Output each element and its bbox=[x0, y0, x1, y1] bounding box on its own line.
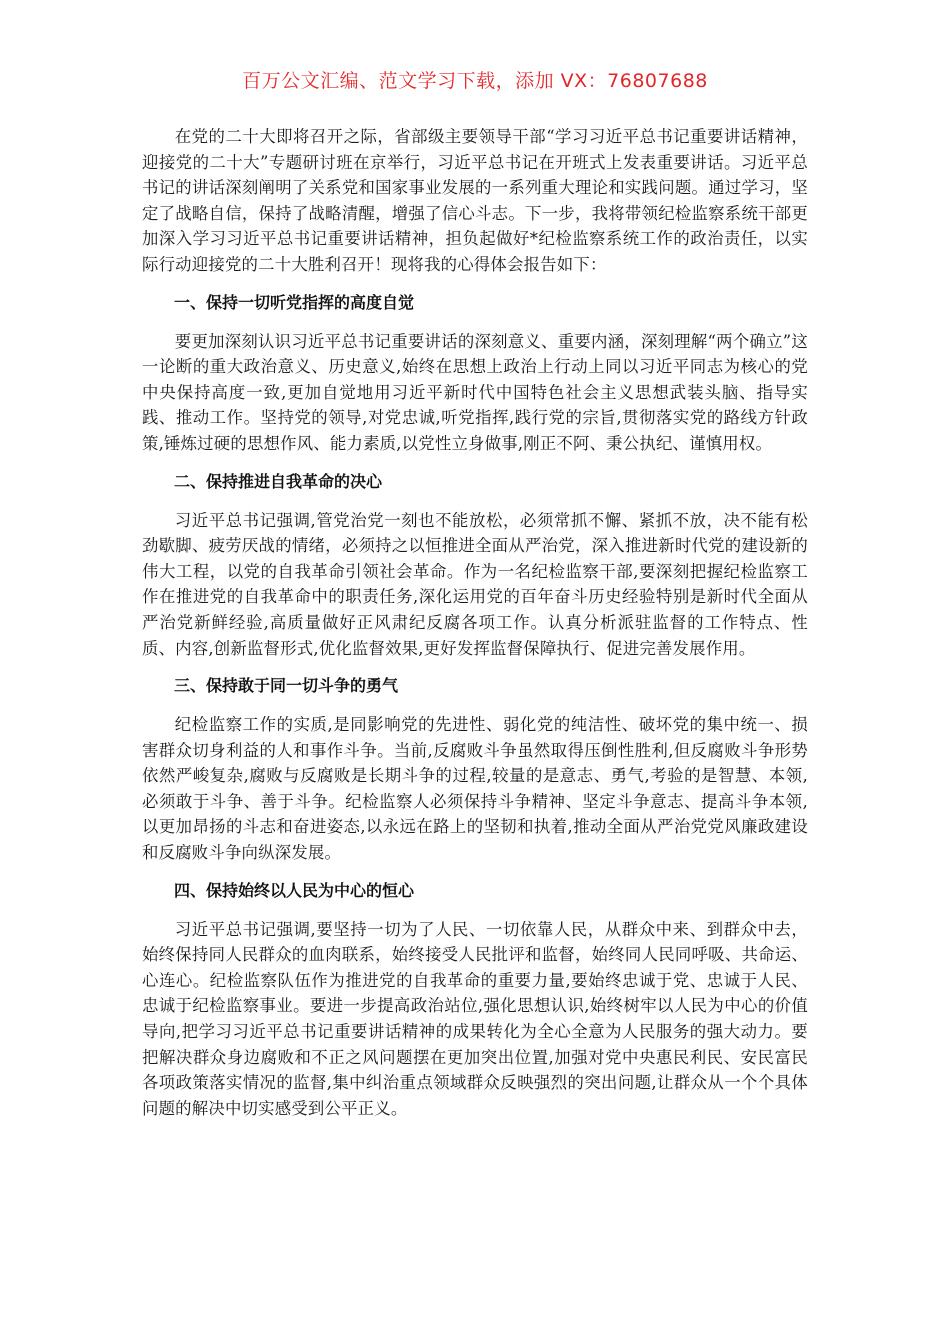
section-heading-2: 二、保持推进自我革命的决心 bbox=[174, 471, 383, 491]
section-body-3: 纪检监察工作的实质,是同影响党的先进性、弱化党的纯洁性、破坏党的集中统一、损害群众切身利益的人和事作斗争。当前,反腐败斗争虽然取得压倒性胜利,但反腐败斗争形势依然严峻复杂,腐败与反腐败是长期斗争的过程,较量的是意志、勇气,考验的是智慧、本领,必须敢于斗争、善于斗争。纪检监察人必须保持斗争精神、坚定斗争意志、提高斗争本领,以更加昂扬的斗志和奋进姿态,以永远在路上的坚韧和执着,推动全面从严治党党风廉政建设和反腐败斗争向纵深发展。 bbox=[142, 715, 808, 863]
header-banner: 百万公文汇编、范文学习下载，添加 VX：76807688 bbox=[242, 70, 708, 92]
intro-paragraph: 在党的二十大即将召开之际，省部级主要领导干部“学习习近平总书记重要讲话精神，迎接党的二十大”专题研讨班在京举行，习近平总书记在开班式上发表重要讲话。习近平总书记的讲话深刻阐明了关系党和国家事业发展的一系列重大理论和实践问题。通过学习，坚定了战略自信，保持了战略清醒，增强了信心斗志。下一步，我将带领纪检监察系统干部更加深入学习习近平总书记重要讲话精神，担负起做好*纪检监察系统工作的政治责任，以实际行动迎接党的二十大胜利召开！现将我的心得体会报告如下： bbox=[142, 127, 808, 274]
section-heading-3: 三、保持敢于同一切斗争的勇气 bbox=[174, 676, 399, 696]
section-body-2: 习近平总书记强调,管党治党一刻也不能放松，必须常抓不懈、紧抓不放，决不能有松劲歇脚、疲劳厌战的情绪，必须持之以恒推进全面从严治党，深入推进新时代党的建设新的伟大工程，以党的自我革命引领社会革命。作为一名纪检监察干部,要深刻把握纪检监察工作在推进党的自我革命中的职责任务,深化运用党的百年奋斗历史经验特别是新时代全面从严治党新鲜经验,高质量做好正风肃纪反腐各项工作。认真分析派驻监督的工作特点、性质、内容,创新监督形式,优化监督效果,更好发挥监督保障执行、促进完善发展作用。 bbox=[142, 510, 808, 658]
section-heading-4: 四、保持始终以人民为中心的恒心 bbox=[174, 880, 415, 900]
section-body-4: 习近平总书记强调,要坚持一切为了人民、一切依靠人民，从群众中来、到群众中去，始终保持同人民群众的血肉联系，始终接受人民批评和监督，始终同人民同呼吸、共命运、心连心。纪检监察队伍作为推进党的自我革命的重要力量,要始终忠诚于党、忠诚于人民、忠诚于纪检监察事业。要进一步提高政治站位,强化思想认识,始终树牢以人民为中心的价值导向,把学习习近平总书记重要讲话精神的成果转化为全心全意为人民服务的强大动力。要把解决群众身边腐败和不正之风问题摆在更加突出位置,加强对党中央惠民利民、安民富民各项政策落实情况的监督,集中纠治重点领域群众反映强烈的突出问题,让群众从一个个具体问题的解决中切实感受到公平正义。 bbox=[142, 919, 808, 1118]
section-body-1: 要更加深刻认识习近平总书记重要讲话的深刻意义、重要内涵，深刻理解“两个确立”这一论断的重大政治意义、历史意义,始终在思想上政治上行动上同以习近平同志为核心的党中央保持高度一致,更加自觉地用习近平新时代中国特色社会主义思想武装头脑、指导实践、推动工作。坚持党的领导,对党忠诚,听党指挥,践行党的宗旨,贯彻落实党的路线方针政策,锤炼过硬的思想作风、能力素质,以党性立身做事,刚正不阿、秉公执纪、谨慎用权。 bbox=[142, 331, 808, 453]
section-heading-1: 一、保持一切听党指挥的高度自觉 bbox=[174, 292, 415, 312]
